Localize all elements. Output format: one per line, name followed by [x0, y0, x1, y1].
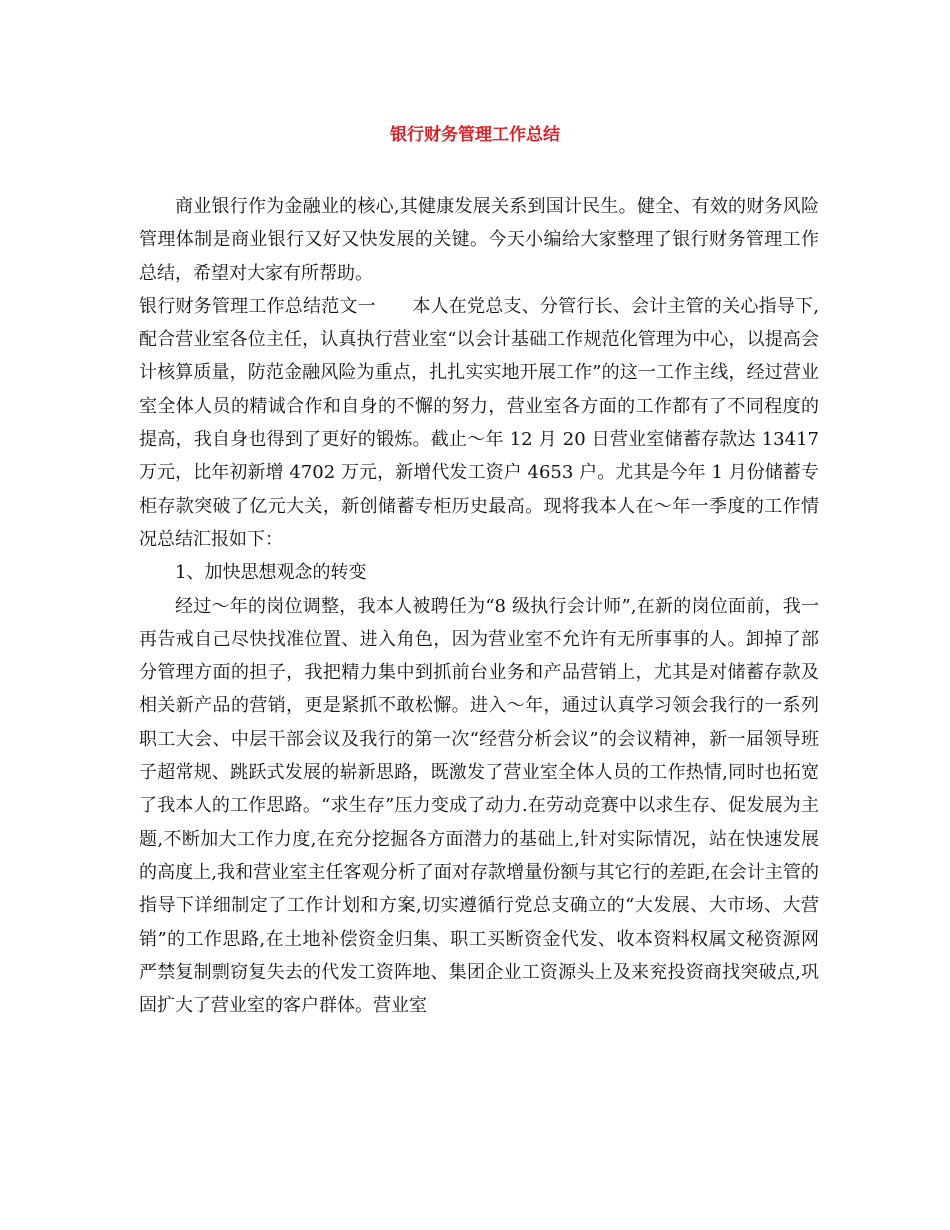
section-heading-1: 1、加快思想观念的转变	[175, 562, 367, 584]
document-body	[139, 190, 819, 1022]
paragraph-section-1: 经过～年的岗位调整，我本人被聘任为“8 级执行会计师”,在新的岗位面前，我一再告戒自己尽快找准位置、进入角色，因为营业室不允许有无所事事的人。卸掉了部分管理方面的担子，我把精力集中到抓前台业务和产品营销上，尤其是对储蓄存款及相关新产品的营销，更是紧抓不敢松懈。进入～年，通过认真学习领会我行的一系列职工大会、中层干部会议及我行的第一次“经营分析会议”的会议精神，新一届领导班子超常规、跳跃式发展的崭新思路，既激发了营业室全体人员的工作热情,同时也拓宽了我本人的工作思路。“求生存”压力变成了动力.在劳动竞赛中以求生存、促发展为主题,不断加大工作力度,在充分挖掘各方面潜力的基础上,针对实际情况，站在快速发展的高度上,我和营业室主任客观分析了面对存款增量份额与其它行的差距,在会计主管的指导下详细制定了工作计划和方案,切实遵循行党总支确立的“大发展、大市场、大营销”的工作思路,在土地补偿资金归集、职工买断资金代发、收本资料权属文秘资源网严禁复制剽窃复失去的代发工资阵地、集团企业工资源头上及来兖投资商找突破点,巩固扩大了营业室的客户群体。营业室	[139, 595, 819, 1017]
document-title: 银行财务管理工作总结	[390, 125, 560, 145]
paragraph-intro: 商业银行作为金融业的核心,其健康发展关系到国计民生。健全、有效的财务风险管理体制是商业银行又好又快发展的关键。今天小编给大家整理了银行财务管理工作总结，希望对大家有所帮助。	[139, 196, 819, 284]
paragraph-sample-one: 银行财务管理工作总结范文一 本人在党总支、分管行长、会计主管的关心指导下,配合营业室各位主任，认真执行营业室“以会计基础工作规范化管理为中心，以提高会计核算质量，防范金融风险为重点，扎扎实实地开展工作”的这一工作主线，经过营业室全体人员的精诚合作和自身的不懈的努力，营业室各方面的工作都有了不同程度的提高，我自身也得到了更好的锻炼。截止～年 12 月 20 日营业室储蓄存款达 13417 万元，比年初新增 4702 万元，新增代发工资户 4653 户。尤其是今年 1 月份储蓄专柜存款突破了亿元大关，新创储蓄专柜历史最高。现将我本人在～年一季度的工作情况总结汇报如下：	[139, 295, 819, 550]
